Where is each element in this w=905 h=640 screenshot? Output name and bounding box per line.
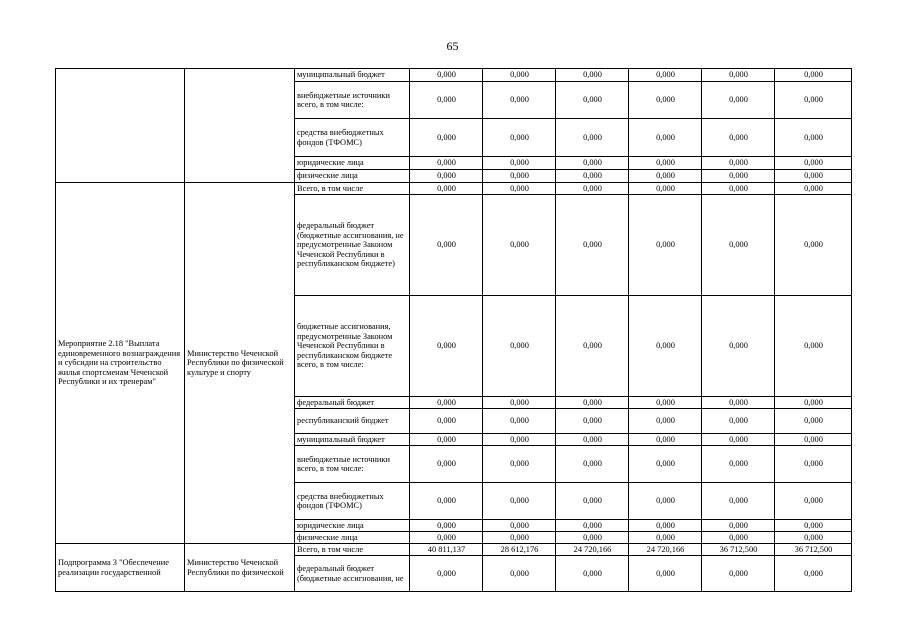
row-label: федеральный бюджет: [295, 397, 410, 409]
value-cell: 0,000: [629, 195, 702, 296]
value-cell: 0,000: [702, 532, 775, 544]
value-cell: 0,000: [702, 434, 775, 446]
value-cell: 0,000: [775, 434, 852, 446]
value-cell: 0,000: [629, 532, 702, 544]
row-label: средства внебюджетных фондов (ТФОМС): [295, 483, 410, 520]
value-cell: 0,000: [702, 170, 775, 183]
value-cell: 0,000: [775, 556, 852, 592]
value-cell: 0,000: [556, 170, 629, 183]
continued-executor-cell: [185, 69, 295, 183]
row-label: муниципальный бюджет: [295, 434, 410, 446]
value-cell: 0,000: [775, 483, 852, 520]
row-label: юридические лица: [295, 157, 410, 170]
value-cell: 0,000: [702, 397, 775, 409]
value-cell: 24 720,166: [556, 544, 629, 556]
row-label: физические лица: [295, 532, 410, 544]
value-cell: 0,000: [483, 532, 556, 544]
value-cell: 0,000: [702, 446, 775, 483]
value-cell: 28 612,176: [483, 544, 556, 556]
value-cell: 0,000: [556, 296, 629, 397]
value-cell: 0,000: [483, 556, 556, 592]
continued-measure-cell: [56, 69, 185, 183]
value-cell: 0,000: [483, 82, 556, 119]
measure-name: Мероприятие 2.18 "Выплата единовременного вознаграждения и субсидии на строительство жилья спортсменам Чеченской Республики и их тренерам": [56, 183, 185, 544]
value-cell: 0,000: [629, 556, 702, 592]
value-cell: 0,000: [629, 170, 702, 183]
value-cell: 0,000: [556, 520, 629, 532]
value-cell: 0,000: [410, 434, 483, 446]
value-cell: 0,000: [775, 409, 852, 434]
value-cell: 0,000: [775, 532, 852, 544]
row-label: бюджетные ассигнования, предусмотренные Законом Чеченской Республики в республиканском бюджете всего, в том числе:: [295, 296, 410, 397]
value-cell: 0,000: [556, 397, 629, 409]
value-cell: 0,000: [483, 170, 556, 183]
value-cell: 0,000: [775, 157, 852, 170]
row-label: внебюджетные источники всего, в том числе:: [295, 446, 410, 483]
value-cell: 0,000: [702, 195, 775, 296]
row-label: средства внебюджетных фондов (ТФОМС): [295, 119, 410, 157]
value-cell: 0,000: [556, 69, 629, 82]
value-cell: 0,000: [410, 397, 483, 409]
row-label: Всего, в том числе: [295, 544, 410, 556]
value-cell: 0,000: [775, 296, 852, 397]
value-cell: 0,000: [483, 195, 556, 296]
value-cell: 0,000: [702, 82, 775, 119]
value-cell: 0,000: [410, 409, 483, 434]
row-label: внебюджетные источники всего, в том числе:: [295, 82, 410, 119]
value-cell: 0,000: [483, 520, 556, 532]
value-cell: 0,000: [775, 183, 852, 195]
value-cell: 0,000: [775, 520, 852, 532]
value-cell: 0,000: [629, 520, 702, 532]
value-cell: 0,000: [556, 483, 629, 520]
table-row: [56, 544, 852, 556]
value-cell: 0,000: [556, 157, 629, 170]
value-cell: 0,000: [775, 195, 852, 296]
value-cell: 0,000: [483, 483, 556, 520]
value-cell: 0,000: [483, 434, 556, 446]
subprogram-executor: Министерство Чеченской Республики по физической: [185, 544, 295, 592]
value-cell: 0,000: [410, 157, 483, 170]
value-cell: 0,000: [775, 69, 852, 82]
value-cell: 0,000: [483, 296, 556, 397]
value-cell: 36 712,500: [775, 544, 852, 556]
value-cell: 0,000: [702, 483, 775, 520]
value-cell: 0,000: [629, 82, 702, 119]
value-cell: 0,000: [702, 296, 775, 397]
value-cell: 0,000: [629, 119, 702, 157]
value-cell: 0,000: [410, 483, 483, 520]
funding-table: [55, 68, 852, 592]
value-cell: 0,000: [410, 532, 483, 544]
value-cell: 36 712,500: [702, 544, 775, 556]
table-row: [56, 69, 852, 82]
row-label: юридические лица: [295, 520, 410, 532]
value-cell: 0,000: [629, 157, 702, 170]
row-label: муниципальный бюджет: [295, 69, 410, 82]
page-number: 65: [446, 39, 459, 53]
value-cell: 0,000: [702, 556, 775, 592]
value-cell: 0,000: [629, 409, 702, 434]
value-cell: 0,000: [775, 446, 852, 483]
value-cell: 0,000: [702, 119, 775, 157]
row-label: физические лица: [295, 170, 410, 183]
value-cell: 0,000: [556, 195, 629, 296]
value-cell: 0,000: [410, 520, 483, 532]
value-cell: 0,000: [410, 119, 483, 157]
value-cell: 0,000: [775, 397, 852, 409]
value-cell: 0,000: [702, 157, 775, 170]
value-cell: 0,000: [410, 183, 483, 195]
value-cell: 0,000: [556, 82, 629, 119]
value-cell: 0,000: [556, 119, 629, 157]
measure-executor: Министерство Чеченской Республики по физической культуре и спорту: [185, 183, 295, 544]
value-cell: 0,000: [410, 69, 483, 82]
row-label: федеральный бюджет (бюджетные ассигнования, не предусмотренные Законом Чеченской Республики в республиканском бюджете): [295, 195, 410, 296]
value-cell: 0,000: [483, 119, 556, 157]
row-label: Всего, в том числе: [295, 183, 410, 195]
value-cell: 0,000: [775, 119, 852, 157]
value-cell: 0,000: [702, 409, 775, 434]
value-cell: 0,000: [410, 296, 483, 397]
value-cell: 0,000: [702, 183, 775, 195]
value-cell: 0,000: [410, 556, 483, 592]
value-cell: 0,000: [629, 296, 702, 397]
value-cell: 0,000: [702, 69, 775, 82]
value-cell: 0,000: [410, 170, 483, 183]
value-cell: 0,000: [556, 446, 629, 483]
table-row: [56, 183, 852, 195]
value-cell: 0,000: [556, 434, 629, 446]
subprogram-name: Подпрограмма 3 "Обеспечение реализации государственной: [56, 544, 185, 592]
value-cell: 0,000: [483, 157, 556, 170]
value-cell: 0,000: [483, 69, 556, 82]
value-cell: 0,000: [629, 397, 702, 409]
value-cell: 0,000: [483, 409, 556, 434]
value-cell: 0,000: [775, 170, 852, 183]
value-cell: 0,000: [702, 520, 775, 532]
value-cell: 0,000: [483, 183, 556, 195]
value-cell: 0,000: [410, 446, 483, 483]
row-label: федеральный бюджет (бюджетные ассигнования, не: [295, 556, 410, 592]
value-cell: 0,000: [483, 397, 556, 409]
value-cell: 0,000: [629, 69, 702, 82]
value-cell: 40 811,137: [410, 544, 483, 556]
value-cell: 0,000: [629, 183, 702, 195]
value-cell: 24 720,166: [629, 544, 702, 556]
value-cell: 0,000: [556, 183, 629, 195]
value-cell: 0,000: [629, 434, 702, 446]
value-cell: 0,000: [410, 82, 483, 119]
value-cell: 0,000: [556, 409, 629, 434]
value-cell: 0,000: [556, 532, 629, 544]
value-cell: 0,000: [629, 446, 702, 483]
value-cell: 0,000: [775, 82, 852, 119]
value-cell: 0,000: [556, 556, 629, 592]
value-cell: 0,000: [629, 483, 702, 520]
value-cell: 0,000: [410, 195, 483, 296]
row-label: республиканский бюджет: [295, 409, 410, 434]
value-cell: 0,000: [483, 446, 556, 483]
